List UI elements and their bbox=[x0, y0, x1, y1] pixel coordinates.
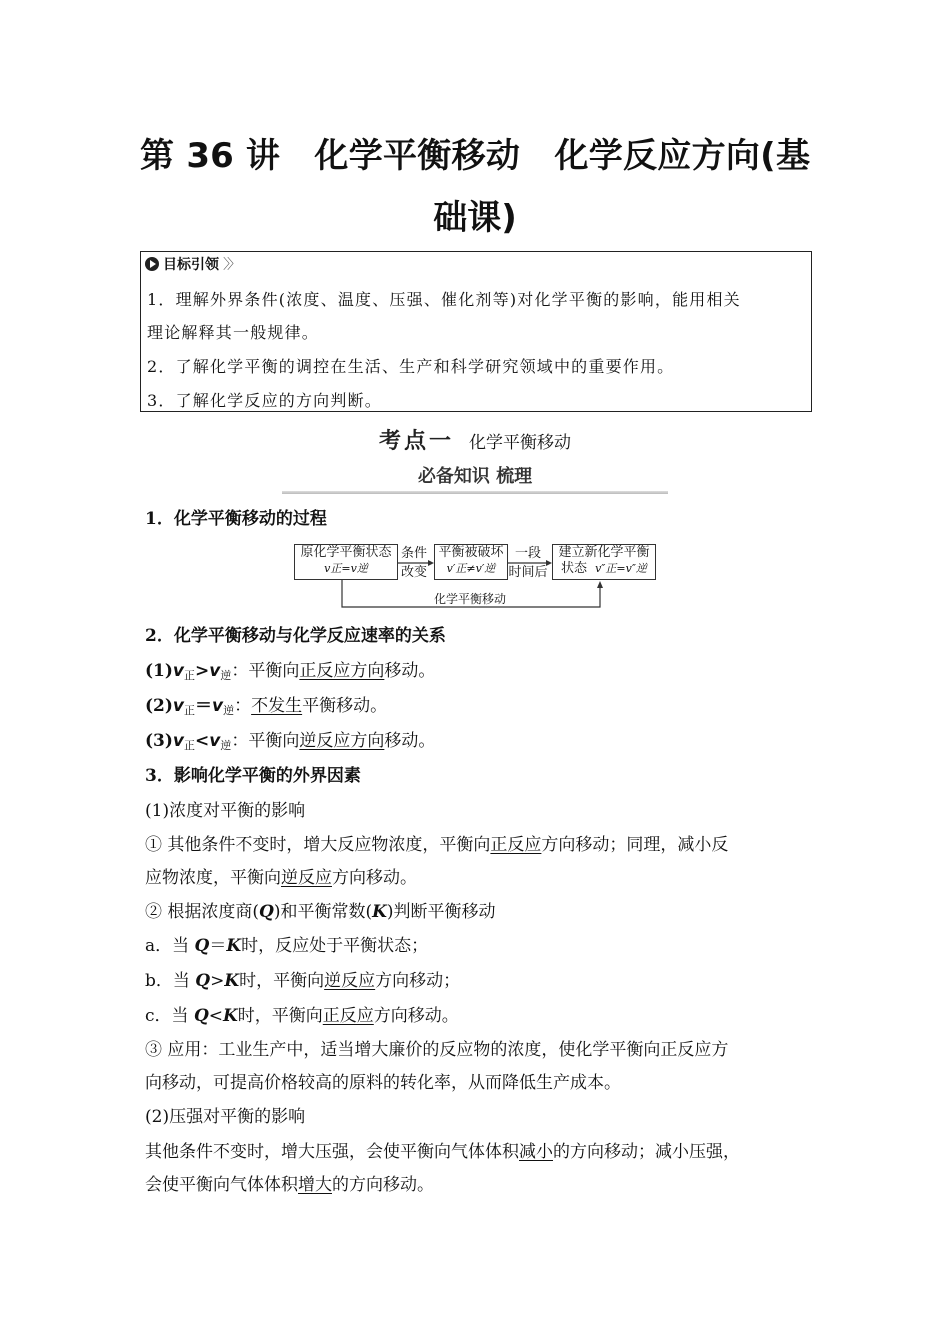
item-number: (2) bbox=[145, 696, 173, 716]
answer-blank: 逆反应 bbox=[324, 971, 376, 991]
text: ① 其他条件不变时，增大反应物浓度，平衡向 bbox=[145, 835, 491, 855]
symbol-q: Q bbox=[194, 936, 210, 956]
subscript: 逆 bbox=[220, 669, 232, 682]
paragraph-line: 向移动，可提高价格较高的原料的转化率，从而降低生产成本。 bbox=[145, 1073, 621, 1093]
velocity-symbol: v bbox=[172, 661, 185, 681]
subscript: 逆 bbox=[220, 739, 232, 752]
text: 的方向移动；减小压强， bbox=[553, 1142, 740, 1162]
text: 方向移动。 bbox=[373, 1006, 459, 1026]
text: ： bbox=[234, 696, 252, 716]
flow-box-formula: v′正≠v′逆 bbox=[446, 562, 496, 575]
text: ：平衡向 bbox=[231, 731, 300, 751]
velocity-symbol: v bbox=[172, 731, 185, 751]
text: 平衡移动。 bbox=[302, 696, 388, 716]
flow-box-original-state bbox=[294, 544, 398, 580]
arrow-label: 时间后 bbox=[508, 565, 548, 580]
symbol-k: K bbox=[372, 902, 387, 922]
arrow-label: 条件 bbox=[400, 546, 427, 561]
goals-heading-label: 目标引领 bbox=[163, 257, 219, 273]
subscript: 逆 bbox=[223, 704, 235, 717]
text: 时，平衡向 bbox=[239, 971, 325, 991]
answer-blank: 逆反应 bbox=[281, 868, 332, 888]
flow-box-label: 原化学平衡状态 bbox=[300, 545, 392, 560]
flow-box-label: 建立新化学平衡 bbox=[558, 545, 650, 560]
goal-item: 2．了解化学平衡的调控在生活、生产和科学研究领域中的重要作用。 bbox=[147, 357, 675, 376]
subsection-heading: 必备知识 梳理 bbox=[417, 466, 533, 487]
rate-relation-3 bbox=[145, 725, 815, 762]
lesson-title-line1: 第 36 讲 化学平衡移动 化学反应方向(基 bbox=[140, 136, 810, 176]
heading-3: 3．影响化学平衡的外界因素 bbox=[145, 766, 361, 786]
case-c bbox=[145, 1000, 815, 1033]
velocity-symbol: v bbox=[209, 661, 221, 681]
section-title: 化学平衡移动 bbox=[469, 433, 572, 453]
subheading-concentration: (1)浓度对平衡的影响 bbox=[145, 801, 306, 821]
rate-relation-2 bbox=[145, 690, 815, 727]
answer-blank: 不发生 bbox=[251, 696, 303, 716]
subheading-pressure: (2)压强对平衡的影响 bbox=[145, 1107, 306, 1127]
symbol-q: Q bbox=[259, 902, 274, 922]
velocity-symbol: v bbox=[209, 731, 221, 751]
symbol-k: K bbox=[224, 971, 240, 991]
text: c．当 bbox=[145, 1006, 194, 1026]
text: 方向移动； bbox=[375, 971, 461, 991]
paragraph-line bbox=[145, 1169, 815, 1202]
section-label: 考点一 bbox=[378, 429, 454, 454]
velocity-symbol: v bbox=[172, 696, 185, 716]
goal-item: 3．了解化学反应的方向判断。 bbox=[147, 391, 382, 410]
flow-box-broken-state bbox=[434, 544, 508, 580]
text: 会使平衡向气体体积 bbox=[145, 1175, 298, 1195]
arrow-label: 改变 bbox=[400, 565, 427, 580]
symbol-k: K bbox=[226, 936, 242, 956]
answer-blank: 增大 bbox=[298, 1175, 332, 1195]
paragraph-line: ③ 应用：工业生产中，适当增大廉价的反应物的浓度，使化学平衡向正反应方 bbox=[145, 1040, 729, 1060]
subscript: 正 bbox=[184, 704, 196, 717]
text: 应物浓度，平衡向 bbox=[145, 868, 281, 888]
answer-blank: 正反应方向 bbox=[299, 661, 385, 681]
goal-item: 理论解释其一般规律。 bbox=[147, 323, 320, 342]
case-b bbox=[145, 965, 815, 998]
paragraph-line bbox=[145, 1136, 815, 1169]
answer-blank: 逆反应方向 bbox=[299, 731, 385, 751]
answer-blank: 正反应 bbox=[322, 1006, 374, 1026]
paragraph-line bbox=[145, 829, 815, 862]
rate-relation-1 bbox=[145, 655, 815, 692]
case-a bbox=[145, 930, 815, 963]
arrow-label: 一段 bbox=[514, 546, 541, 561]
heading-1: 1．化学平衡移动的过程 bbox=[145, 509, 327, 529]
symbol-q: Q bbox=[193, 1006, 209, 1026]
text: )判断平衡移动 bbox=[386, 902, 496, 922]
text: )和平衡常数( bbox=[273, 902, 373, 922]
symbol-k: K bbox=[223, 1006, 238, 1026]
relation-symbol: > bbox=[210, 971, 225, 991]
subscript: 正 bbox=[184, 739, 196, 752]
text: 的方向移动。 bbox=[332, 1175, 434, 1195]
answer-blank: 减小 bbox=[519, 1142, 553, 1162]
paragraph-line bbox=[145, 896, 815, 929]
loop-label: 化学平衡移动 bbox=[433, 592, 506, 606]
flow-box-label: 平衡被破坏 bbox=[438, 545, 504, 560]
double-chevron-icon: 〉〉 bbox=[223, 257, 238, 273]
relation-symbol: ＝ bbox=[209, 936, 227, 956]
flow-box-new-state bbox=[552, 544, 656, 580]
flow-box-formula: v″正=v″逆 bbox=[595, 562, 647, 575]
relation-symbol: > bbox=[195, 661, 210, 681]
relation-symbol: < bbox=[208, 1006, 223, 1026]
text: 其他条件不变时，增大压强，会使平衡向气体体积 bbox=[145, 1142, 519, 1162]
symbol-q: Q bbox=[195, 971, 211, 991]
text: 移动。 bbox=[384, 661, 436, 681]
text: a．当 bbox=[145, 936, 195, 956]
answer-blank: 正反应 bbox=[490, 835, 542, 855]
flow-connectors bbox=[0, 0, 950, 620]
velocity-symbol: v bbox=[212, 696, 224, 716]
text: 移动。 bbox=[384, 731, 436, 751]
relation-symbol: ＝ bbox=[195, 696, 213, 716]
lesson-title-line2: 础课) bbox=[433, 198, 517, 238]
goal-item: 1．理解外界条件(浓度、温度、压强、催化剂等)对化学平衡的影响，能用相关 bbox=[147, 290, 741, 309]
flow-box-formula: v正=v逆 bbox=[324, 562, 368, 575]
text: b．当 bbox=[145, 971, 196, 991]
item-number: (1) bbox=[145, 661, 173, 681]
subscript: 正 bbox=[184, 669, 196, 682]
text: 时，反应处于平衡状态； bbox=[241, 936, 429, 956]
text: 方向移动。 bbox=[332, 868, 417, 888]
text: ：平衡向 bbox=[231, 661, 300, 681]
text: 时，平衡向 bbox=[237, 1006, 323, 1026]
paragraph-line bbox=[145, 862, 815, 895]
heading-2: 2．化学平衡移动与化学反应速率的关系 bbox=[145, 626, 446, 646]
text: ② 根据浓度商( bbox=[145, 902, 260, 922]
flow-box-label: 状态 bbox=[561, 561, 588, 576]
item-number: (3) bbox=[145, 731, 173, 751]
relation-symbol: < bbox=[195, 731, 210, 751]
text: 方向移动；同理，减小反 bbox=[541, 835, 729, 855]
